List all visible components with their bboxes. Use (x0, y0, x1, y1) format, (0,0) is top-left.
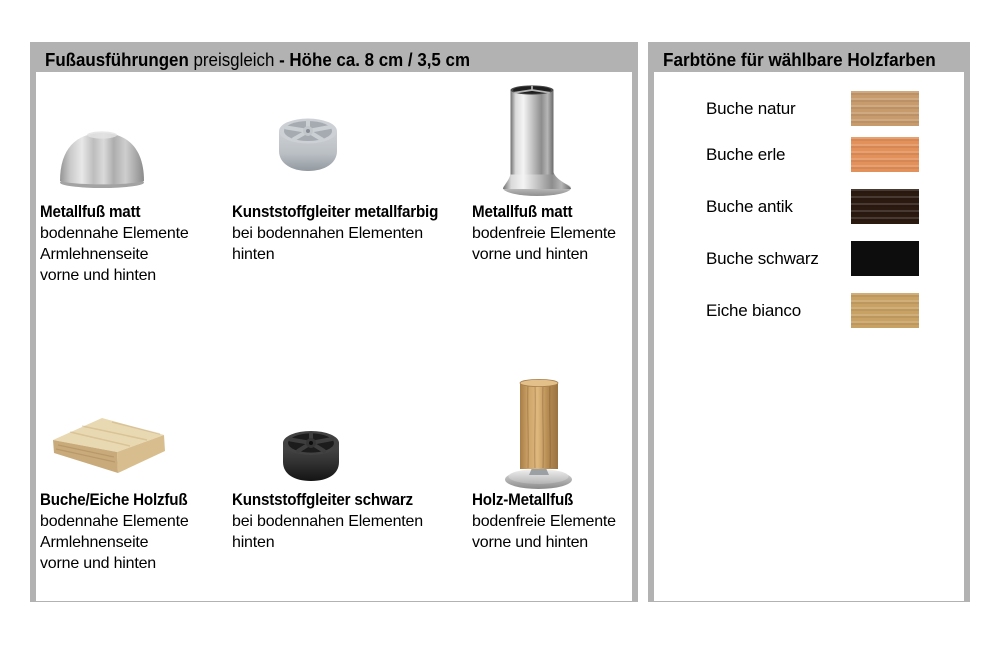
foot-item-6-line: bodenfreie Elemente (472, 513, 616, 530)
foot-item-3-text (472, 202, 616, 265)
swatch-buche-antik (851, 189, 919, 224)
foot-item-4-title: Buche/Eiche Holzfuß (40, 491, 188, 509)
foot-item-6-title: Holz-Metallfuß (472, 491, 574, 509)
metal-foot-cylinder-image (502, 85, 572, 198)
foot-item-1-line: vorne und hinten (40, 267, 157, 284)
foot-item-5-line: bei bodennahen Elementen (232, 513, 423, 530)
foot-item-6-line: vorne und hinten (472, 534, 589, 551)
foot-item-1-line: bodennahe Elemente (40, 225, 189, 242)
swatch-label-buche-erle: Buche erle (706, 145, 786, 164)
foot-options-title-tail: - Höhe ca. 8 cm / 3,5 cm (279, 50, 470, 70)
swatch-label-eiche-bianco: Eiche bianco (706, 301, 801, 320)
wood-colors-title: Farbtöne für wählbare Holzfarben (663, 50, 936, 70)
foot-item-4-line: Armlehnenseite (40, 534, 149, 551)
wood-metal-foot-image (503, 379, 573, 492)
foot-item-1-title: Metallfuß matt (40, 203, 141, 221)
foot-options-title-lead: Fußausführungen (45, 50, 189, 70)
foot-options-header (36, 48, 632, 72)
foot-item-4-line: vorne und hinten (40, 555, 157, 572)
foot-item-3-title: Metallfuß matt (472, 203, 573, 221)
swatch-label-buche-schwarz: Buche schwarz (706, 249, 819, 268)
foot-item-5-line: hinten (232, 534, 275, 551)
wood-block-foot-image (52, 418, 166, 474)
foot-options-title-regular: preisgleich (188, 50, 280, 70)
metal-foot-dome-image (58, 124, 146, 190)
wood-colors-body (654, 72, 964, 601)
foot-item-4-text (40, 490, 200, 574)
foot-item-1-text (40, 202, 189, 286)
foot-options-title (45, 48, 470, 72)
foot-item-2-line: bei bodennahen Elementen (232, 225, 423, 242)
foot-item-2-line: hinten (232, 246, 275, 263)
swatch-label-buche-natur: Buche natur (706, 99, 796, 118)
swatch-buche-erle (851, 137, 919, 172)
wood-colors-header (654, 48, 964, 72)
foot-item-5-title: Kunststoffgleiter schwarz (232, 491, 413, 509)
plastic-glider-black-image (281, 429, 341, 483)
foot-item-2-title: Kunststoffgleiter metallfarbig (232, 203, 439, 221)
swatch-label-buche-antik: Buche antik (706, 197, 793, 216)
foot-item-3-line: bodenfreie Elemente (472, 225, 616, 242)
foot-options-panel (30, 42, 638, 602)
foot-item-1-line: Armlehnenseite (40, 246, 149, 263)
foot-item-2-text (232, 202, 456, 265)
plastic-glider-silver-image (277, 117, 339, 173)
swatch-eiche-bianco (851, 293, 919, 328)
foot-item-6-text (472, 490, 616, 553)
foot-item-4-line: bodennahe Elemente (40, 513, 189, 530)
foot-options-body (36, 72, 632, 601)
wood-colors-panel (648, 42, 970, 602)
swatch-buche-natur (851, 91, 919, 126)
swatch-buche-schwarz (851, 241, 919, 276)
foot-item-5-text (232, 490, 429, 553)
foot-item-3-line: vorne und hinten (472, 246, 589, 263)
